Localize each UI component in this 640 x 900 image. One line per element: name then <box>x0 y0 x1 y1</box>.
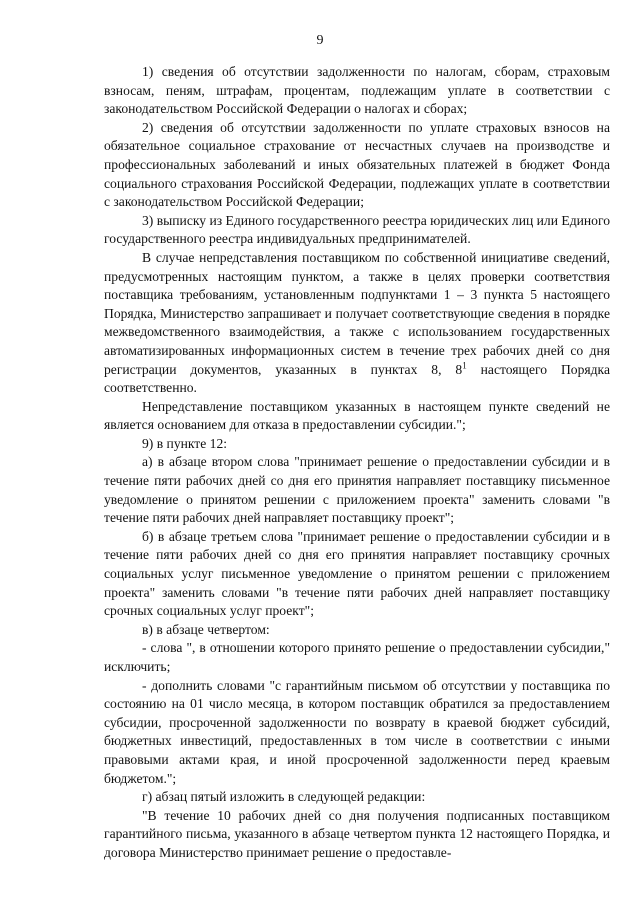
paragraph-dash-exclude: - слова ", в отношении которого принято решение о предоставлении субсидии," исключить; <box>104 640 610 674</box>
paragraph-item-3: 3) выписку из Единого государственного реестра юридических лиц или Единого государственного реестра индивидуальных предпринимателей. <box>104 212 610 247</box>
paragraph-subitem-v: в) в абзаце четвертом: <box>142 621 270 637</box>
footnote-superscript: 1 <box>462 359 467 370</box>
paragraph-non-submission: Непредставление поставщиком указанных в настоящем пункте сведений не является основанием для отказа в предоставлении субсидии."; <box>104 398 610 433</box>
paragraph-subitem-g: г) абзац пятый изложить в следующей редакции: <box>142 789 426 805</box>
paragraph-requests-info-text: В случае непредставления поставщиком по собственной инициативе сведений, предусмотренных настоящим пунктом, а также в целях проверки соответствия поставщика требованиям, установленным подпунктами 1 – 3 пункта 5 настоящего Порядка, Министерство запрашивает и получает соответствующие сведения в порядке межведомственного взаимодействия, а также с использованием государственных автоматизированных информационных систем в течение трех рабочих дней со дня регистрации документов, указанных в пунктах 8, 8 <box>104 249 610 377</box>
paragraph-requests-info-tail: настоящего Порядка соответственно. <box>104 361 610 396</box>
page-number: 9 <box>316 33 324 48</box>
paragraph-requests-info <box>104 249 610 398</box>
document-body <box>104 63 610 863</box>
paragraph-dash-add: - дополнить словами "с гарантийным письмом об отсутствии у поставщика по состоянию на 01 число месяца, в котором поставщик обратился за предоставлением субсидии, просроченной задолженности по возврату в краевой бюджет субсидий, бюджетных инвестиций, предоставленных в том числе в соответствии с иными правовыми актами края, и иной просроченной задолженности перед краевым бюджетом."; <box>104 677 610 786</box>
paragraph-subitem-a: а) в абзаце втором слова "принимает решение о предоставлении субсидии и в течение пяти рабочих дней со дня его принятия направляет поставщику письменное уведомление о принятом решении с приложением проекта" заменить словами "в течение пяти рабочих дней направляет поставщику проект"; <box>104 454 610 526</box>
paragraph-item-1: 1) сведения об отсутствии задолженности по налогам, сборам, страховым взносам, пеням, штрафам, процентам, подлежащим уплате в соответствии с законодательством Российской Федерации о налогах и сборах; <box>104 64 610 117</box>
paragraph-new-wording: "В течение 10 рабочих дней со дня получения подписанных поставщиком гарантийного письма, указанного в абзаце четвертом пункта 12 настоящего Порядка, и договора Министерство принимает решение о предоставле- <box>104 807 610 860</box>
paragraph-item-2: 2) сведения об отсутствии задолженности по уплате страховых взносов на обязательное социальное страхование от несчастных случаев на производстве и профессиональных заболеваний и иных обязательных платежей в бюджет Фонда социального страхования Российской Федерации, подлежащих уплате в соответствии с законодательством Российской Федерации; <box>104 119 610 210</box>
paragraph-item-9: 9) в пункте 12: <box>142 435 228 451</box>
paragraph-subitem-b: б) в абзаце третьем слова "принимает решение о предоставлении субсидии и в течение пяти рабочих дней со дня его принятия направляет поставщику срочных социальных услуг письменное уведомление о принятом решении с приложением проекта" заменить словами "в течение пяти рабочих дней направляет поставщику срочных социальных услуг проект"; <box>104 528 610 619</box>
